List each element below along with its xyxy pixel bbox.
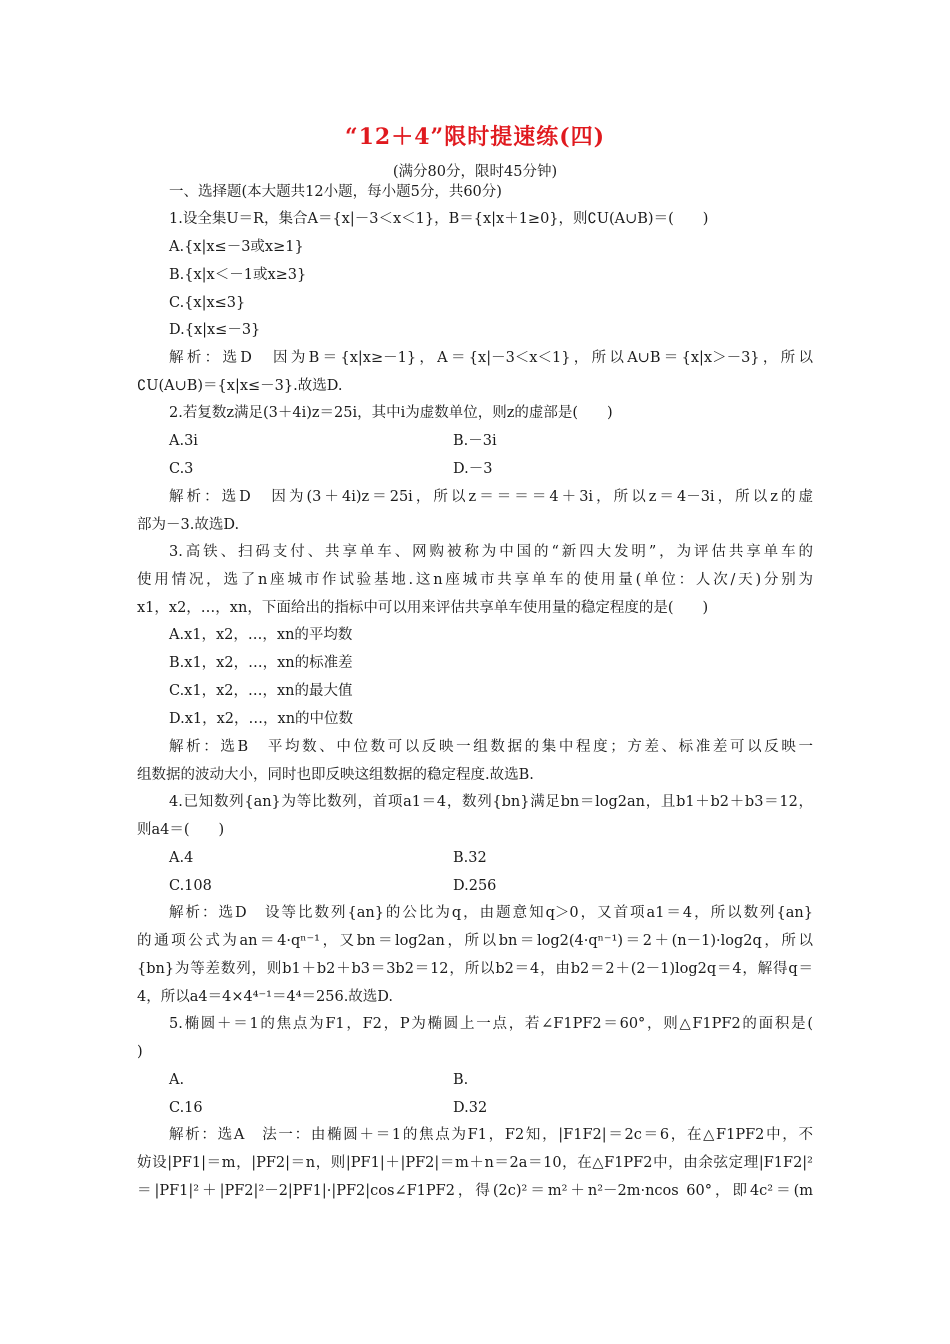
question-5-option-b: B. — [453, 1072, 469, 1088]
page-subtitle: (满分80分，限时45分钟) — [392, 164, 558, 180]
page-title: “12＋4”限时提速练(四) — [344, 124, 606, 150]
question-2-option-d: D.－3 — [453, 461, 493, 477]
question-2-option-b: B.－3i — [453, 433, 497, 449]
question-5-option-c: C.16 — [169, 1100, 203, 1116]
question-3-option-b: B.x1，x2，…，xn的标准差 — [169, 655, 353, 671]
question-3-solution-line-2: 组数据的波动大小，同时也即反映这组数据的稳定程度.故选B. — [137, 767, 534, 783]
question-4-solution-line-3: {bn}为等差数列，则b1＋b2＋b3＝3b2＝12，所以b2＝4，由b2＝2＋(2－1)log2q＝4，解得q＝ — [137, 961, 813, 977]
question-1-option-b: B.{x|x＜－1或x≥3} — [169, 267, 307, 283]
question-3-solution-line-1: 解析：选B 平均数、中位数可以反映一组数据的集中程度；方差、标准差可以反映一 — [169, 739, 813, 755]
question-5-stem-line-2: ) — [137, 1044, 143, 1060]
question-3-stem-line-1: 3.高铁、扫码支付、共享单车、网购被称为中国的“新四大发明”，为评估共享单车的 — [169, 544, 813, 560]
section-heading: 一、选择题(本大题共12小题，每小题5分，共60分) — [169, 184, 502, 200]
question-4-solution-line-4: 4，所以a4＝4×4⁴⁻¹＝4⁴＝256.故选D. — [137, 989, 394, 1005]
question-5-solution-line-2: 妨设|PF1|＝m，|PF2|＝n，则|PF1|＋|PF2|＝m＋n＝2a＝10，在△F1PF2中，由余弦定理|F1F2|² — [137, 1155, 813, 1171]
question-2-solution-line-2: 部为－3.故选D. — [137, 517, 240, 533]
question-4-option-b: B.32 — [453, 850, 487, 866]
question-2-option-c: C.3 — [169, 461, 194, 477]
question-3-option-d: D.x1，x2，…，xn的中位数 — [169, 711, 354, 727]
question-4-option-a: A.4 — [169, 850, 194, 866]
question-1-option-a: A.{x|x≤－3或x≥1} — [169, 239, 304, 255]
question-5-option-d: D.32 — [453, 1100, 488, 1116]
question-3-stem-line-2: 使用情况，选了n座城市作试验基地.这n座城市共享单车的使用量(单位：人次/天)分别为 — [137, 572, 813, 588]
question-2-stem: 2.若复数z满足(3＋4i)z＝25i，其中i为虚数单位，则z的虚部是( ) — [169, 405, 613, 421]
question-1-solution-line-2: ∁U(A∪B)＝{x|x≤－3}.故选D. — [137, 378, 343, 394]
question-2-option-a: A.3i — [169, 433, 198, 449]
question-1-option-d: D.{x|x≤－3} — [169, 322, 261, 338]
question-2-solution-line-1: 解析：选D 因为(3＋4i)z＝25i，所以z＝＝＝＝4＋3i，所以z＝4－3i，所以z的虚 — [169, 489, 813, 505]
question-5-solution-line-3: ＝|PF1|²＋|PF2|²－2|PF1|·|PF2|cos∠F1PF2，得(2c)²＝m²＋n²－2m·ncos 60°，即4c²＝(m — [137, 1183, 813, 1199]
question-5-stem-line-1: 5.椭圆＋＝1的焦点为F1，F2，P为椭圆上一点，若∠F1PF2＝60°，则△F1PF2的面积是( — [169, 1016, 813, 1032]
question-3-stem-line-3: x1，x2，…，xn，下面给出的指标中可以用来评估共享单车使用量的稳定程度的是( ) — [137, 600, 709, 616]
question-5-solution-line-1: 解析：选A 法一：由椭圆＋＝1的焦点为F1，F2知，|F1F2|＝2c＝6，在△F1PF2中，不 — [169, 1127, 813, 1143]
question-4-option-d: D.256 — [453, 878, 497, 894]
question-4-solution-line-1: 解析：选D 设等比数列{an}的公比为q，由题意知q＞0，又首项a1＝4，所以数列{an} — [169, 905, 813, 921]
question-3-option-c: C.x1，x2，…，xn的最大值 — [169, 683, 353, 699]
question-1-stem: 1.设全集U＝R，集合A＝{x|－3＜x＜1}，B＝{x|x＋1≥0}，则∁U(A∪B)＝( ) — [169, 211, 709, 227]
question-4-stem-line-2: 则a4＝( ) — [137, 822, 225, 838]
question-1-option-c: C.{x|x≤3} — [169, 295, 246, 311]
question-4-option-c: C.108 — [169, 878, 212, 894]
question-1-solution-line-1: 解析：选D 因为B＝{x|x≥－1}，A＝{x|－3＜x＜1}，所以A∪B＝{x|x＞－3}，所以 — [169, 350, 813, 366]
question-4-solution-line-2: 的通项公式为an＝4·qⁿ⁻¹，又bn＝log2an，所以bn＝log2(4·qⁿ⁻¹)＝2＋(n－1)·log2q，所以 — [137, 933, 813, 949]
question-4-stem-line-1: 4.已知数列{an}为等比数列，首项a1＝4，数列{bn}满足bn＝log2an，且b1＋b2＋b3＝12， — [169, 794, 813, 810]
question-3-option-a: A.x1，x2，…，xn的平均数 — [169, 627, 353, 643]
question-5-option-a: A. — [169, 1072, 185, 1088]
